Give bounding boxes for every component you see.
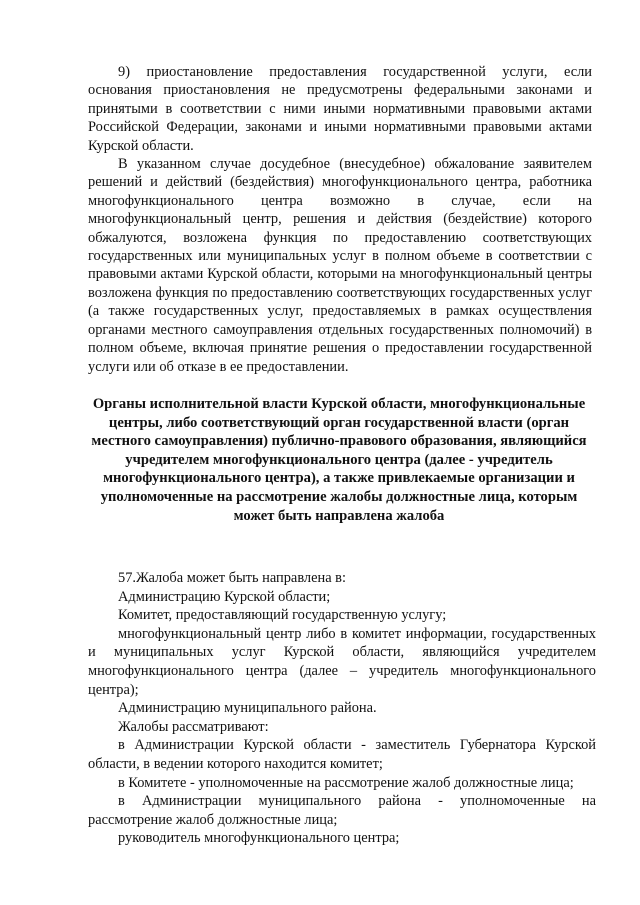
list-item: Администрацию муниципального района. — [118, 700, 377, 717]
list-item: многофункциональный центр либо в комитет информации, государственных и муниципальных услуг Курской области, являющийся учредителем многофункционального центра (далее – учредитель многофункционального центра); — [88, 625, 596, 698]
item-9-paragraph: 9) приостановление предоставления государственной услуги, если основания приостановления не предусмотрены федеральными законами и принятыми в соответствии с ними иными нормативными правовыми актами Российской Федерации, законами и иными нормативными правовыми актами Курской области. — [88, 64, 592, 154]
list-item: руководитель многофункционального центра; — [118, 830, 400, 847]
section-complaint-recipients — [88, 569, 596, 848]
list-item: Комитет, предоставляющий государственную услугу; — [118, 607, 447, 624]
list-item: Администрацию Курской области; — [118, 588, 331, 605]
item-57-intro: 57.Жалоба может быть направлена в: — [118, 570, 346, 586]
list-item: в Администрации муниципального района - уполномоченные на рассмотрение жалоб должностные лица; — [88, 793, 596, 828]
section-suspension — [88, 63, 592, 376]
appeal-paragraph: В указанном случае досудебное (внесудебное) обжалование заявителем решений и действий (бездействия) многофункционального центра, работника многофункционального центра возможно в случае, если на многофункциональный центр, решения и действия (бездействие) которого обжалуются, возложена функция по предоставлению соответствующих государственных или муниципальных услуг в полном объеме в соответствии с правовыми актами Курской области, которыми на многофункциональный центры возложена функция по предоставлению соответствующих государственных услуг (а также государственных услуг, предоставляемых в рамках осуществления органами местного самоуправления отдельных государственных полномочий) в полном объеме, включая принятие решения о предоставлении государственной услуги или об отказе в ее предоставлении. — [88, 156, 592, 375]
list-item: Жалобы рассматривают: — [118, 718, 269, 735]
list-item: в Администрации Курской области - заместитель Губернатора Курской области, в ведении которого находится комитет; — [88, 737, 596, 772]
list-item: в Комитете - уполномоченные на рассмотрение жалоб должностные лица; — [118, 774, 574, 791]
section-heading: Органы исполнительной власти Курской области, многофункциональные центры, либо соответствующий орган государственной власти (орган местного самоуправления) публично-правового образования, являющийся учредителем многофункционального центра (далее - учредитель многофункционального центра), а также привлекаемые организации и уполномоченные на рассмотрение жалобы должностные лица, которым может быть направлена жалоба — [91, 396, 587, 524]
